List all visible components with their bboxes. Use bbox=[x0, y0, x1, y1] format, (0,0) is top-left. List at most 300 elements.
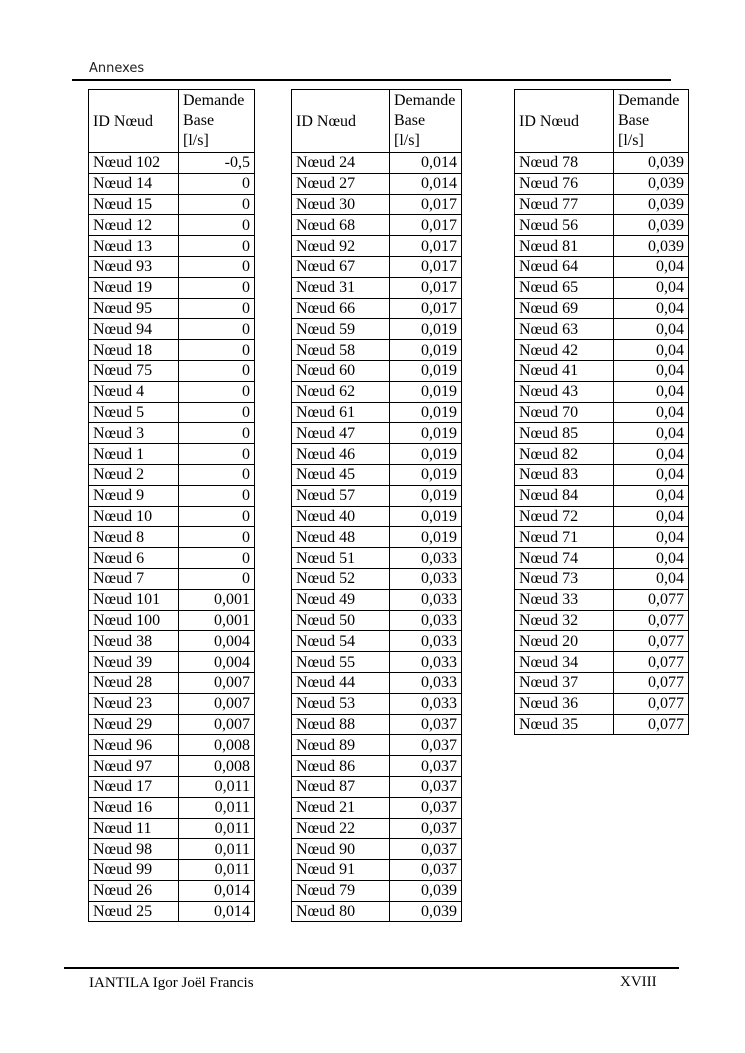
base-demand-cell: 0,037 bbox=[390, 776, 462, 797]
table-row bbox=[292, 839, 462, 860]
base-demand-cell: 0,033 bbox=[390, 631, 462, 652]
table-row bbox=[89, 194, 255, 215]
node-id-cell: Nœud 13 bbox=[89, 236, 179, 257]
table-row bbox=[515, 548, 689, 569]
base-demand-cell: 0,017 bbox=[390, 215, 462, 236]
node-id-cell: Nœud 11 bbox=[89, 818, 179, 839]
node-id-cell: Nœud 62 bbox=[292, 381, 390, 402]
base-demand-cell: 0,004 bbox=[179, 652, 255, 673]
node-id-cell: Nœud 77 bbox=[515, 194, 614, 215]
table-row bbox=[89, 485, 255, 506]
table-row bbox=[89, 672, 255, 693]
demand-table-3 bbox=[514, 89, 689, 735]
table-row bbox=[89, 901, 255, 922]
table-row bbox=[89, 714, 255, 735]
node-id-cell: Nœud 61 bbox=[292, 402, 390, 423]
node-id-cell: Nœud 46 bbox=[292, 444, 390, 465]
node-id-cell: Nœud 24 bbox=[292, 153, 390, 174]
base-demand-cell: 0 bbox=[179, 215, 255, 236]
table-row bbox=[89, 298, 255, 319]
base-demand-cell: 0,039 bbox=[614, 236, 689, 257]
base-demand-cell: 0,04 bbox=[614, 423, 689, 444]
node-id-cell: Nœud 6 bbox=[89, 548, 179, 569]
base-demand-cell: 0,033 bbox=[390, 672, 462, 693]
table-row bbox=[89, 839, 255, 860]
table-row bbox=[292, 527, 462, 548]
table-row bbox=[292, 693, 462, 714]
node-id-cell: Nœud 44 bbox=[292, 672, 390, 693]
node-id-cell: Nœud 33 bbox=[515, 589, 614, 610]
node-id-cell: Nœud 12 bbox=[89, 215, 179, 236]
node-id-cell: Nœud 18 bbox=[89, 340, 179, 361]
node-id-cell: Nœud 86 bbox=[292, 756, 390, 777]
table-row bbox=[89, 381, 255, 402]
node-id-cell: Nœud 20 bbox=[515, 631, 614, 652]
base-demand-cell: 0,019 bbox=[390, 485, 462, 506]
base-demand-cell: 0,04 bbox=[614, 340, 689, 361]
table-row bbox=[89, 610, 255, 631]
node-id-cell: Nœud 16 bbox=[89, 797, 179, 818]
table-row bbox=[89, 506, 255, 527]
table-row bbox=[515, 423, 689, 444]
base-demand-cell: 0,037 bbox=[390, 735, 462, 756]
table-row bbox=[89, 756, 255, 777]
node-id-cell: Nœud 66 bbox=[292, 298, 390, 319]
base-demand-cell: 0,04 bbox=[614, 464, 689, 485]
base-demand-cell: 0,039 bbox=[614, 194, 689, 215]
table-row bbox=[515, 360, 689, 381]
base-demand-cell: 0,04 bbox=[614, 360, 689, 381]
table-row bbox=[292, 568, 462, 589]
table-row bbox=[515, 340, 689, 361]
base-demand-cell: 0,04 bbox=[614, 506, 689, 527]
table-row bbox=[89, 652, 255, 673]
node-id-cell: Nœud 90 bbox=[292, 839, 390, 860]
header-dem-line-1: Demande bbox=[618, 92, 680, 109]
table-row bbox=[89, 797, 255, 818]
base-demand-cell: 0,039 bbox=[390, 880, 462, 901]
header-base-demand bbox=[614, 90, 689, 153]
base-demand-cell: 0,04 bbox=[614, 256, 689, 277]
table-row bbox=[515, 631, 689, 652]
node-id-cell: Nœud 39 bbox=[89, 652, 179, 673]
base-demand-cell: 0,019 bbox=[390, 402, 462, 423]
node-id-cell: Nœud 60 bbox=[292, 360, 390, 381]
table-row bbox=[89, 236, 255, 257]
table-row bbox=[515, 568, 689, 589]
node-id-cell: Nœud 67 bbox=[292, 256, 390, 277]
table-row bbox=[89, 402, 255, 423]
base-demand-cell: 0,033 bbox=[390, 693, 462, 714]
table-row bbox=[292, 610, 462, 631]
table-row bbox=[292, 360, 462, 381]
table-row bbox=[292, 215, 462, 236]
table-row bbox=[292, 901, 462, 922]
table-row bbox=[292, 797, 462, 818]
base-demand-cell: 0,019 bbox=[390, 423, 462, 444]
table-header-row bbox=[292, 90, 462, 153]
table-row bbox=[515, 277, 689, 298]
node-id-cell: Nœud 81 bbox=[515, 236, 614, 257]
base-demand-cell: 0,017 bbox=[390, 194, 462, 215]
node-id-cell: Nœud 97 bbox=[89, 756, 179, 777]
base-demand-cell: 0 bbox=[179, 360, 255, 381]
table-row bbox=[515, 652, 689, 673]
base-demand-cell: 0,04 bbox=[614, 277, 689, 298]
table-row bbox=[292, 714, 462, 735]
table-row bbox=[89, 527, 255, 548]
table-row bbox=[89, 860, 255, 881]
table-row bbox=[89, 277, 255, 298]
footer-rule bbox=[64, 967, 679, 969]
base-demand-cell: 0,014 bbox=[179, 901, 255, 922]
base-demand-cell: 0,039 bbox=[390, 901, 462, 922]
table-row bbox=[89, 589, 255, 610]
node-id-cell: Nœud 5 bbox=[89, 402, 179, 423]
base-demand-cell: 0,04 bbox=[614, 568, 689, 589]
base-demand-cell: 0,011 bbox=[179, 839, 255, 860]
base-demand-cell: 0 bbox=[179, 381, 255, 402]
base-demand-cell: 0,077 bbox=[614, 714, 689, 735]
node-id-cell: Nœud 34 bbox=[515, 652, 614, 673]
table-row bbox=[292, 860, 462, 881]
node-id-cell: Nœud 70 bbox=[515, 402, 614, 423]
base-demand-cell: 0,033 bbox=[390, 568, 462, 589]
table-row bbox=[292, 485, 462, 506]
table-row bbox=[292, 277, 462, 298]
base-demand-cell: 0,037 bbox=[390, 818, 462, 839]
base-demand-cell: 0,019 bbox=[390, 444, 462, 465]
demand-table-1 bbox=[88, 89, 255, 922]
node-id-cell: Nœud 1 bbox=[89, 444, 179, 465]
base-demand-cell: 0,007 bbox=[179, 714, 255, 735]
node-id-cell: Nœud 41 bbox=[515, 360, 614, 381]
base-demand-cell: 0 bbox=[179, 298, 255, 319]
table-row bbox=[89, 256, 255, 277]
header-dem-line-3: [l/s] bbox=[394, 132, 420, 149]
node-id-cell: Nœud 59 bbox=[292, 319, 390, 340]
node-id-cell: Nœud 43 bbox=[515, 381, 614, 402]
base-demand-cell: 0 bbox=[179, 173, 255, 194]
base-demand-cell: 0,037 bbox=[390, 860, 462, 881]
demand-table-2 bbox=[291, 89, 462, 922]
table-row bbox=[292, 776, 462, 797]
base-demand-cell: 0,033 bbox=[390, 610, 462, 631]
base-demand-cell: 0 bbox=[179, 527, 255, 548]
header-dem-line-2: Base bbox=[618, 112, 650, 129]
base-demand-cell: 0,007 bbox=[179, 693, 255, 714]
base-demand-cell: 0,017 bbox=[390, 256, 462, 277]
node-id-cell: Nœud 65 bbox=[515, 277, 614, 298]
table-row bbox=[89, 735, 255, 756]
base-demand-cell: 0,037 bbox=[390, 714, 462, 735]
base-demand-cell: 0,017 bbox=[390, 277, 462, 298]
node-id-cell: Nœud 78 bbox=[515, 153, 614, 174]
base-demand-cell: 0,017 bbox=[390, 236, 462, 257]
base-demand-cell: -0,5 bbox=[179, 153, 255, 174]
node-id-cell: Nœud 14 bbox=[89, 173, 179, 194]
base-demand-cell: 0,04 bbox=[614, 319, 689, 340]
base-demand-cell: 0,033 bbox=[390, 548, 462, 569]
base-demand-cell: 0,011 bbox=[179, 776, 255, 797]
base-demand-cell: 0,019 bbox=[390, 340, 462, 361]
table-row bbox=[292, 340, 462, 361]
base-demand-cell: 0,019 bbox=[390, 319, 462, 340]
table-row bbox=[89, 818, 255, 839]
node-id-cell: Nœud 19 bbox=[89, 277, 179, 298]
node-id-cell: Nœud 96 bbox=[89, 735, 179, 756]
table-row bbox=[89, 631, 255, 652]
table-row bbox=[292, 756, 462, 777]
table-row bbox=[515, 381, 689, 402]
node-id-cell: Nœud 37 bbox=[515, 672, 614, 693]
table-row bbox=[89, 568, 255, 589]
base-demand-cell: 0,033 bbox=[390, 589, 462, 610]
node-id-cell: Nœud 36 bbox=[515, 693, 614, 714]
header-base-demand bbox=[390, 90, 462, 153]
node-id-cell: Nœud 88 bbox=[292, 714, 390, 735]
base-demand-cell: 0,04 bbox=[614, 527, 689, 548]
node-id-cell: Nœud 29 bbox=[89, 714, 179, 735]
node-id-cell: Nœud 63 bbox=[515, 319, 614, 340]
header-id-node: ID Nœud bbox=[515, 90, 614, 153]
node-id-cell: Nœud 85 bbox=[515, 423, 614, 444]
node-id-cell: Nœud 2 bbox=[89, 464, 179, 485]
base-demand-cell: 0,039 bbox=[614, 173, 689, 194]
base-demand-cell: 0 bbox=[179, 485, 255, 506]
table-row bbox=[89, 444, 255, 465]
page-number: XVIII bbox=[620, 974, 657, 990]
table-row bbox=[515, 485, 689, 506]
base-demand-cell: 0,077 bbox=[614, 589, 689, 610]
node-id-cell: Nœud 10 bbox=[89, 506, 179, 527]
node-id-cell: Nœud 83 bbox=[515, 464, 614, 485]
base-demand-cell: 0 bbox=[179, 548, 255, 569]
base-demand-cell: 0,011 bbox=[179, 797, 255, 818]
table-row bbox=[292, 464, 462, 485]
node-id-cell: Nœud 17 bbox=[89, 776, 179, 797]
base-demand-cell: 0,077 bbox=[614, 693, 689, 714]
table-row bbox=[515, 589, 689, 610]
base-demand-cell: 0,077 bbox=[614, 631, 689, 652]
base-demand-cell: 0,014 bbox=[390, 173, 462, 194]
node-id-cell: Nœud 51 bbox=[292, 548, 390, 569]
base-demand-cell: 0 bbox=[179, 444, 255, 465]
base-demand-cell: 0 bbox=[179, 423, 255, 444]
node-id-cell: Nœud 50 bbox=[292, 610, 390, 631]
node-id-cell: Nœud 54 bbox=[292, 631, 390, 652]
table-row bbox=[292, 631, 462, 652]
table-row bbox=[515, 153, 689, 174]
node-id-cell: Nœud 76 bbox=[515, 173, 614, 194]
base-demand-cell: 0,019 bbox=[390, 506, 462, 527]
node-id-cell: Nœud 58 bbox=[292, 340, 390, 361]
node-id-cell: Nœud 31 bbox=[292, 277, 390, 298]
table-row bbox=[292, 444, 462, 465]
base-demand-cell: 0 bbox=[179, 319, 255, 340]
base-demand-cell: 0,001 bbox=[179, 610, 255, 631]
header-dem-line-1: Demande bbox=[394, 92, 456, 109]
node-id-cell: Nœud 87 bbox=[292, 776, 390, 797]
header-rule bbox=[72, 79, 671, 81]
base-demand-cell: 0,001 bbox=[179, 589, 255, 610]
table-row bbox=[515, 319, 689, 340]
node-id-cell: Nœud 75 bbox=[89, 360, 179, 381]
node-id-cell: Nœud 35 bbox=[515, 714, 614, 735]
table-row bbox=[515, 256, 689, 277]
base-demand-cell: 0 bbox=[179, 256, 255, 277]
node-id-cell: Nœud 68 bbox=[292, 215, 390, 236]
header-dem-line-3: [l/s] bbox=[618, 132, 644, 149]
table-row bbox=[515, 506, 689, 527]
node-id-cell: Nœud 80 bbox=[292, 901, 390, 922]
table-row bbox=[292, 506, 462, 527]
table-row bbox=[292, 589, 462, 610]
table-header-row bbox=[89, 90, 255, 153]
node-id-cell: Nœud 26 bbox=[89, 880, 179, 901]
base-demand-cell: 0 bbox=[179, 402, 255, 423]
header-dem-line-2: Base bbox=[394, 112, 426, 129]
node-id-cell: Nœud 92 bbox=[292, 236, 390, 257]
base-demand-cell: 0,037 bbox=[390, 839, 462, 860]
table-row bbox=[89, 360, 255, 381]
node-id-cell: Nœud 48 bbox=[292, 527, 390, 548]
node-id-cell: Nœud 64 bbox=[515, 256, 614, 277]
node-id-cell: Nœud 45 bbox=[292, 464, 390, 485]
base-demand-cell: 0 bbox=[179, 277, 255, 298]
base-demand-cell: 0,077 bbox=[614, 652, 689, 673]
node-id-cell: Nœud 101 bbox=[89, 589, 179, 610]
node-id-cell: Nœud 23 bbox=[89, 693, 179, 714]
node-id-cell: Nœud 72 bbox=[515, 506, 614, 527]
table-row bbox=[292, 423, 462, 444]
table-row bbox=[515, 215, 689, 236]
node-id-cell: Nœud 71 bbox=[515, 527, 614, 548]
header-id-node: ID Nœud bbox=[89, 90, 179, 153]
node-id-cell: Nœud 47 bbox=[292, 423, 390, 444]
node-id-cell: Nœud 82 bbox=[515, 444, 614, 465]
table-row bbox=[89, 776, 255, 797]
table-row bbox=[515, 527, 689, 548]
table-row bbox=[292, 153, 462, 174]
node-id-cell: Nœud 91 bbox=[292, 860, 390, 881]
node-id-cell: Nœud 27 bbox=[292, 173, 390, 194]
base-demand-cell: 0,04 bbox=[614, 298, 689, 319]
base-demand-cell: 0,004 bbox=[179, 631, 255, 652]
node-id-cell: Nœud 40 bbox=[292, 506, 390, 527]
table-row bbox=[89, 693, 255, 714]
base-demand-cell: 0,037 bbox=[390, 797, 462, 818]
node-id-cell: Nœud 99 bbox=[89, 860, 179, 881]
node-id-cell: Nœud 69 bbox=[515, 298, 614, 319]
table-header-row bbox=[515, 90, 689, 153]
node-id-cell: Nœud 102 bbox=[89, 153, 179, 174]
node-id-cell: Nœud 42 bbox=[515, 340, 614, 361]
table-row bbox=[89, 548, 255, 569]
table-row bbox=[515, 236, 689, 257]
table-row bbox=[515, 173, 689, 194]
base-demand-cell: 0 bbox=[179, 506, 255, 527]
node-id-cell: Nœud 3 bbox=[89, 423, 179, 444]
table-row bbox=[292, 319, 462, 340]
footer-author: IANTILA Igor Joël Francis bbox=[89, 975, 254, 991]
table-row bbox=[515, 402, 689, 423]
table-row bbox=[89, 464, 255, 485]
base-demand-cell: 0,017 bbox=[390, 298, 462, 319]
node-id-cell: Nœud 98 bbox=[89, 839, 179, 860]
node-id-cell: Nœud 32 bbox=[515, 610, 614, 631]
node-id-cell: Nœud 4 bbox=[89, 381, 179, 402]
table-row bbox=[515, 194, 689, 215]
base-demand-cell: 0,04 bbox=[614, 485, 689, 506]
base-demand-cell: 0,077 bbox=[614, 610, 689, 631]
table-row bbox=[292, 402, 462, 423]
base-demand-cell: 0,077 bbox=[614, 672, 689, 693]
base-demand-cell: 0,019 bbox=[390, 527, 462, 548]
base-demand-cell: 0,019 bbox=[390, 464, 462, 485]
node-id-cell: Nœud 84 bbox=[515, 485, 614, 506]
table-row bbox=[292, 652, 462, 673]
table-row bbox=[89, 423, 255, 444]
node-id-cell: Nœud 73 bbox=[515, 568, 614, 589]
node-id-cell: Nœud 7 bbox=[89, 568, 179, 589]
table-row bbox=[515, 714, 689, 735]
node-id-cell: Nœud 28 bbox=[89, 672, 179, 693]
node-id-cell: Nœud 53 bbox=[292, 693, 390, 714]
base-demand-cell: 0,04 bbox=[614, 381, 689, 402]
base-demand-cell: 0,011 bbox=[179, 860, 255, 881]
table-row bbox=[292, 236, 462, 257]
base-demand-cell: 0 bbox=[179, 194, 255, 215]
running-header: Annexes bbox=[89, 61, 145, 76]
table-row bbox=[292, 735, 462, 756]
node-id-cell: Nœud 52 bbox=[292, 568, 390, 589]
base-demand-cell: 0,008 bbox=[179, 756, 255, 777]
node-id-cell: Nœud 55 bbox=[292, 652, 390, 673]
node-id-cell: Nœud 38 bbox=[89, 631, 179, 652]
base-demand-cell: 0 bbox=[179, 340, 255, 361]
table-row bbox=[515, 464, 689, 485]
base-demand-cell: 0,04 bbox=[614, 402, 689, 423]
node-id-cell: Nœud 21 bbox=[292, 797, 390, 818]
base-demand-cell: 0,011 bbox=[179, 818, 255, 839]
table-row bbox=[292, 672, 462, 693]
table-row bbox=[292, 548, 462, 569]
header-dem-line-3: [l/s] bbox=[183, 132, 209, 149]
table-row bbox=[292, 298, 462, 319]
base-demand-cell: 0,039 bbox=[614, 153, 689, 174]
table-row bbox=[89, 340, 255, 361]
table-row bbox=[89, 319, 255, 340]
base-demand-cell: 0,04 bbox=[614, 548, 689, 569]
base-demand-cell: 0,014 bbox=[179, 880, 255, 901]
header-base-demand bbox=[179, 90, 255, 153]
table-row bbox=[515, 444, 689, 465]
table-row bbox=[89, 880, 255, 901]
base-demand-cell: 0 bbox=[179, 464, 255, 485]
base-demand-cell: 0 bbox=[179, 236, 255, 257]
base-demand-cell: 0,019 bbox=[390, 381, 462, 402]
base-demand-cell: 0,033 bbox=[390, 652, 462, 673]
table-row bbox=[515, 693, 689, 714]
table-row bbox=[89, 215, 255, 236]
node-id-cell: Nœud 30 bbox=[292, 194, 390, 215]
base-demand-cell: 0,039 bbox=[614, 215, 689, 236]
node-id-cell: Nœud 56 bbox=[515, 215, 614, 236]
table-row bbox=[292, 381, 462, 402]
table-row bbox=[89, 173, 255, 194]
node-id-cell: Nœud 22 bbox=[292, 818, 390, 839]
